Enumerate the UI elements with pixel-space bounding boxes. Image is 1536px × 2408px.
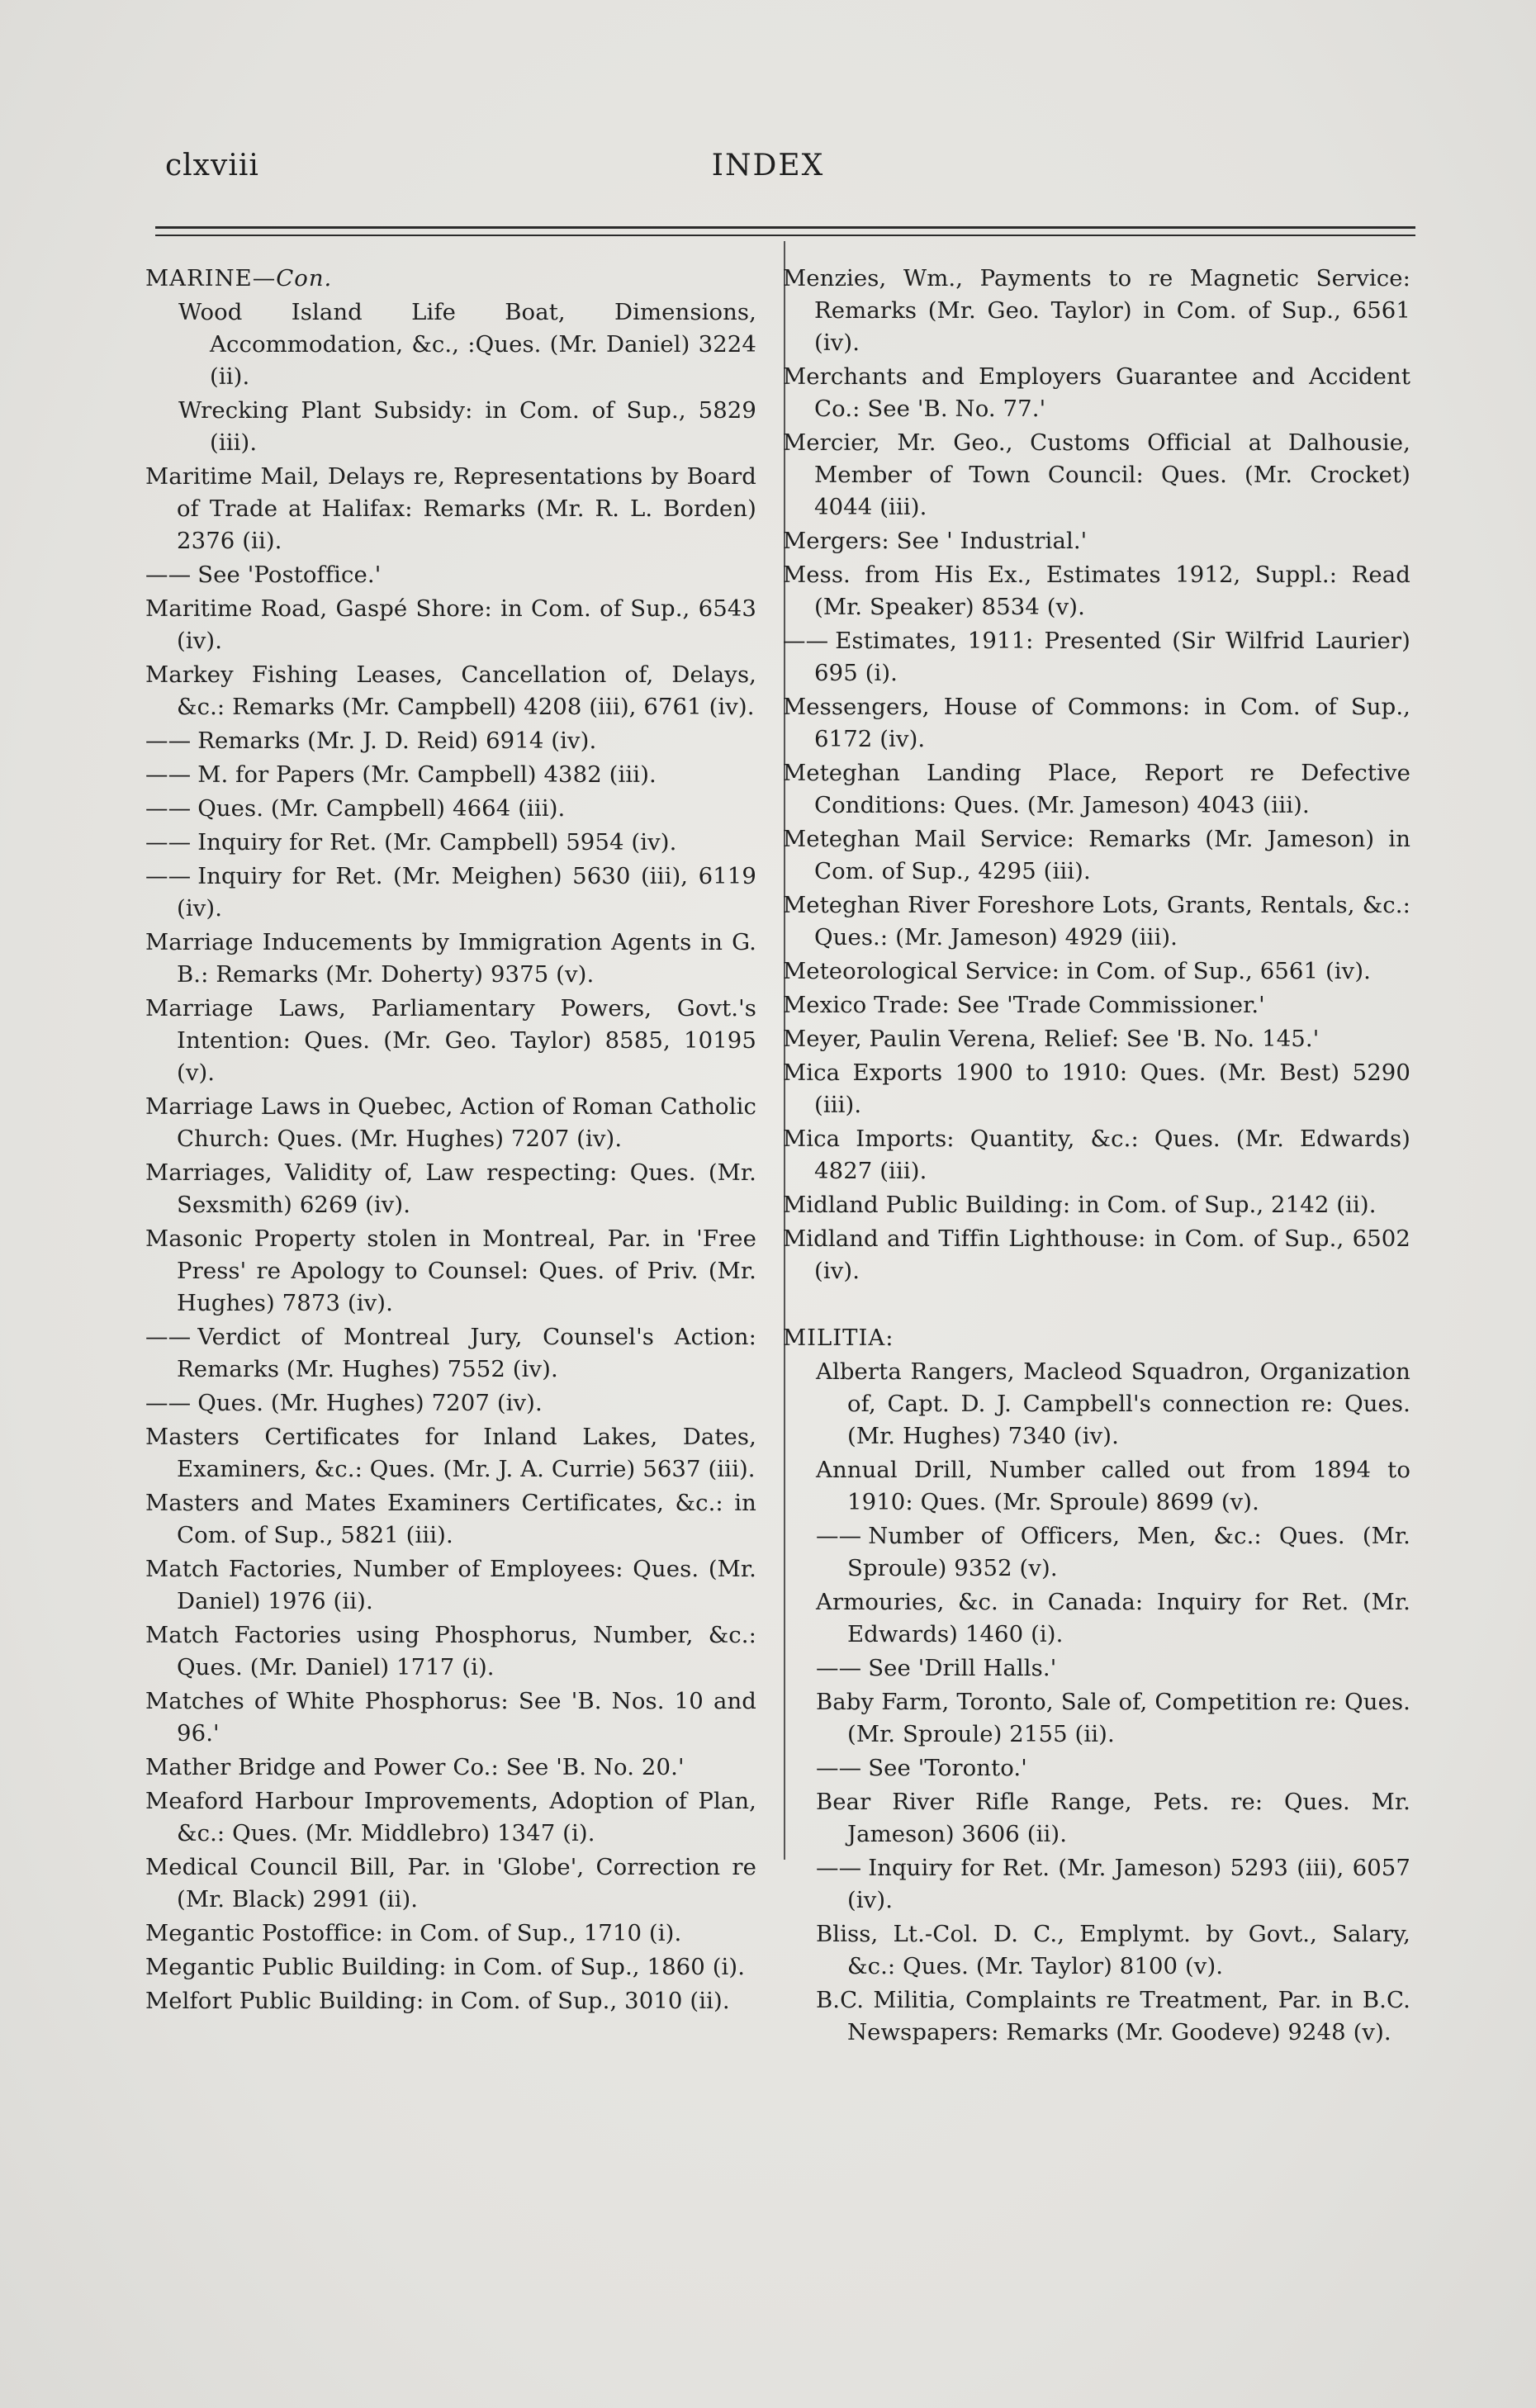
- index-entry: [145, 827, 756, 859]
- ditto-dash: ——: [816, 1755, 862, 1781]
- index-entry-text: Megantic Postoffice: in Com. of Sup., 1710 (i).: [145, 1920, 682, 1946]
- index-entry: [178, 296, 756, 393]
- index-entry-text: Meteorological Service: in Com. of Sup., 6561 (iv).: [783, 958, 1371, 984]
- index-entry-text: Match Factories, Number of Employees: Ques. (Mr. Daniel) 1976 (ii).: [145, 1556, 756, 1614]
- page-title: INDEX: [711, 149, 825, 182]
- index-entry-text: B.C. Militia, Complaints re Treatment, Par. in B.C. Newspapers: Remarks (Mr. Goodeve) 9248 (v).: [816, 1987, 1410, 2045]
- index-entry: [783, 1023, 1410, 1055]
- index-entry-text: Annual Drill, Number called out from 1894 to 1910: Ques. (Mr. Sproule) 8699 (v).: [816, 1457, 1410, 1515]
- index-entry: [816, 1454, 1410, 1519]
- index-entry: [145, 793, 756, 825]
- index-entry-text: Meyer, Paulin Verena, Relief: See 'B. No. 145.': [783, 1026, 1320, 1052]
- index-entry: [145, 1985, 756, 2017]
- index-entry: [145, 1685, 756, 1750]
- index-entry-text: See 'Toronto.': [868, 1755, 1027, 1781]
- index-entry: [783, 989, 1410, 1022]
- index-entry-text: Meteghan Mail Service: Remarks (Mr. Jameson) in Com. of Sup., 4295 (iii).: [783, 826, 1410, 884]
- index-entry-text: Mica Exports 1900 to 1910: Ques. (Mr. Best) 5290 (iii).: [783, 1059, 1410, 1118]
- index-entry: [783, 691, 1410, 756]
- index-entry-text: Meaford Harbour Improvements, Adoption of Plan, &c.: Ques. (Mr. Middlebro) 1347 (i).: [145, 1788, 756, 1846]
- ditto-dash: ——: [816, 1523, 862, 1549]
- index-entry-text: Wrecking Plant Subsidy: in Com. of Sup., 5829 (iii).: [178, 397, 756, 456]
- index-entry: [783, 1123, 1410, 1187]
- index-entry-text: Marriage Laws, Parliamentary Powers, Govt.'s Intention: Ques. (Mr. Geo. Taylor) 8585, 10195 (v).: [145, 995, 756, 1086]
- index-entry-text: See 'Postoffice.': [197, 562, 382, 588]
- index-entry: [145, 927, 756, 991]
- index-entry-text: Remarks (Mr. J. D. Reid) 6914 (iv).: [197, 728, 597, 754]
- index-entry: [145, 1487, 756, 1552]
- left-column: [145, 263, 756, 2017]
- ditto-dash: ——: [145, 761, 192, 788]
- ditto-dash: ——: [145, 562, 192, 588]
- index-entry: [783, 559, 1410, 623]
- index-entry: [145, 1619, 756, 1684]
- index-entry: [145, 725, 756, 757]
- section-heading: [783, 1322, 1410, 1354]
- index-entry: [145, 1553, 756, 1618]
- ditto-dash: ——: [145, 728, 192, 754]
- index-entry-text: Alberta Rangers, Macleod Squadron, Organization of, Capt. D. J. Campbell's connection re: Ques. (Mr. Hughes) 7340 (iv).: [816, 1358, 1410, 1449]
- index-entry: [783, 1189, 1410, 1221]
- index-entry-text: Messengers, House of Commons: in Com. of Sup., 6172 (iv).: [783, 694, 1410, 752]
- index-entry-text: Ques. (Mr. Campbell) 4664 (iii).: [197, 795, 566, 822]
- index-entry-text: Marriages, Validity of, Law respecting: Ques. (Mr. Sexsmith) 6269 (iv).: [145, 1159, 756, 1218]
- index-entry: [816, 1652, 1410, 1685]
- index-entry-text: Armouries, &c. in Canada: Inquiry for Ret. (Mr. Edwards) 1460 (i).: [816, 1589, 1410, 1647]
- index-entry: [145, 659, 756, 723]
- index-entry: [145, 593, 756, 657]
- index-entry: [145, 559, 756, 591]
- ditto-dash: ——: [783, 628, 829, 654]
- index-entry: [816, 1752, 1410, 1785]
- index-entry: [816, 1984, 1410, 2049]
- index-entry-text: Baby Farm, Toronto, Sale of, Competition re: Ques. (Mr. Sproule) 2155 (ii).: [816, 1689, 1410, 1747]
- ditto-dash: ——: [145, 829, 192, 856]
- right-column: [783, 263, 1410, 2049]
- ditto-dash: ——: [145, 795, 192, 822]
- index-entry-text: M. for Papers (Mr. Campbell) 4382 (iii).: [197, 761, 657, 788]
- index-entry-text: Inquiry for Ret. (Mr. Jameson) 5293 (iii), 6057 (iv).: [847, 1855, 1410, 1913]
- index-entry: [145, 1951, 756, 1984]
- index-entry-text: Masters Certificates for Inland Lakes, Dates, Examiners, &c.: Ques. (Mr. J. A. Currie) 5637 (iii).: [145, 1424, 756, 1482]
- index-entry-text: Number of Officers, Men, &c.: Ques. (Mr. Sproule) 9352 (v).: [847, 1523, 1410, 1581]
- index-entry: [783, 823, 1410, 888]
- index-entry: [145, 1321, 756, 1386]
- index-entry: [145, 461, 756, 557]
- index-entry-text: Mica Imports: Quantity, &c.: Ques. (Mr. Edwards) 4827 (iii).: [783, 1126, 1410, 1184]
- page-number: clxviii: [165, 149, 259, 182]
- ditto-dash: ——: [145, 1324, 192, 1350]
- index-entry: [145, 860, 756, 925]
- section-heading-text: MARINE—: [145, 265, 277, 292]
- index-entry: [145, 1091, 756, 1155]
- index-entry: [145, 1387, 756, 1420]
- index-entry-text: Mexico Trade: See 'Trade Commissioner.': [783, 992, 1265, 1018]
- index-entry: [145, 1223, 756, 1320]
- index-entry-text: Estimates, 1911: Presented (Sir Wilfrid Laurier) 695 (i).: [814, 628, 1410, 686]
- index-entry: [816, 1918, 1410, 1983]
- index-entry-text: Maritime Mail, Delays re, Representations by Board of Trade at Halifax: Remarks (Mr. R. L. Borden) 2376 (ii).: [145, 463, 756, 554]
- ditto-dash: ——: [816, 1855, 862, 1881]
- index-entry-text: Ques. (Mr. Hughes) 7207 (iv).: [197, 1390, 543, 1416]
- index-entry-text: Mergers: See ' Industrial.': [783, 528, 1088, 554]
- index-entry: [816, 1356, 1410, 1453]
- index-entry-text: Midland and Tiffin Lighthouse: in Com. of Sup., 6502 (iv).: [783, 1225, 1410, 1284]
- index-entry-text: Match Factories using Phosphorus, Number, &c.: Ques. (Mr. Daniel) 1717 (i).: [145, 1622, 756, 1680]
- ditto-dash: ——: [145, 1390, 192, 1416]
- header-rule-bottom: [155, 235, 1415, 236]
- index-entry: [783, 1057, 1410, 1121]
- index-entry: [145, 759, 756, 791]
- index-entry-text: Marriage Inducements by Immigration Agents in G. B.: Remarks (Mr. Doherty) 9375 (v).: [145, 929, 756, 988]
- ditto-dash: ——: [816, 1655, 862, 1681]
- index-entry-text: Matches of White Phosphorus: See 'B. Nos. 10 and 96.': [145, 1688, 756, 1747]
- index-entry-text: Maritime Road, Gaspé Shore: in Com. of Sup., 6543 (iv).: [145, 595, 756, 654]
- index-entry: [145, 1851, 756, 1916]
- index-entry: [816, 1786, 1410, 1851]
- index-entry: [145, 993, 756, 1089]
- index-entry-text: Menzies, Wm., Payments to re Magnetic Service: Remarks (Mr. Geo. Taylor) in Com. of Sup., 6561 (iv).: [783, 265, 1410, 356]
- section-heading-text: MILITIA:: [783, 1325, 894, 1351]
- index-entry: [783, 757, 1410, 822]
- index-entry: [783, 361, 1410, 425]
- index-entry-text: Inquiry for Ret. (Mr. Campbell) 5954 (iv).: [197, 829, 677, 856]
- index-entry: [145, 1917, 756, 1950]
- index-entry-text: Meteghan River Foreshore Lots, Grants, Rentals, &c.: Ques.: (Mr. Jameson) 4929 (iii).: [783, 892, 1410, 950]
- index-entry-text: Masters and Mates Examiners Certificates, &c.: in Com. of Sup., 5821 (iii).: [145, 1490, 756, 1548]
- index-entry-text: Meteghan Landing Place, Report re Defective Conditions: Ques. (Mr. Jameson) 4043 (iii).: [783, 760, 1410, 818]
- index-entry: [783, 427, 1410, 524]
- index-entry-text: Inquiry for Ret. (Mr. Meighen) 5630 (iii), 6119 (iv).: [177, 863, 756, 922]
- section-heading-continued: Con.: [276, 265, 333, 292]
- index-entry-text: Masonic Property stolen in Montreal, Par. in 'Free Press' re Apology to Counsel: Ques. of Priv. (Mr. Hughes) 7873 (iv).: [145, 1225, 756, 1316]
- ditto-dash: ——: [145, 863, 192, 889]
- index-entry-text: Mess. from His Ex., Estimates 1912, Suppl.: Read (Mr. Speaker) 8534 (v).: [783, 562, 1410, 620]
- index-entry: [178, 395, 756, 459]
- index-entry: [783, 525, 1410, 557]
- index-entry: [816, 1520, 1410, 1585]
- index-entry: [145, 1785, 756, 1850]
- section-heading: [145, 263, 756, 295]
- index-entry-text: Merchants and Employers Guarantee and Accident Co.: See 'B. No. 77.': [783, 363, 1410, 422]
- index-entry: [145, 1751, 756, 1784]
- index-entry: [783, 955, 1410, 988]
- index-entry-text: Bliss, Lt.-Col. D. C., Emplymt. by Govt., Salary, &c.: Ques. (Mr. Taylor) 8100 (v).: [816, 1921, 1410, 1979]
- index-entry-text: Verdict of Montreal Jury, Counsel's Action: Remarks (Mr. Hughes) 7552 (iv).: [177, 1324, 756, 1382]
- section-gap: [783, 1287, 1410, 1322]
- index-entry-text: See 'Drill Halls.': [868, 1655, 1057, 1681]
- index-entry-text: Mercier, Mr. Geo., Customs Official at Dalhousie, Member of Town Council: Ques. (Mr. Crocket) 4044 (iii).: [783, 429, 1410, 520]
- index-entry-text: Melfort Public Building: in Com. of Sup., 3010 (ii).: [145, 1988, 730, 2014]
- index-entry-text: Bear River Rifle Range, Pets. re: Ques. Mr. Jameson) 3606 (ii).: [816, 1789, 1410, 1847]
- index-entry-text: Midland Public Building: in Com. of Sup., 2142 (ii).: [783, 1192, 1377, 1218]
- index-entry-text: Mather Bridge and Power Co.: See 'B. No. 20.': [145, 1754, 685, 1780]
- header-rule-top: [155, 226, 1415, 229]
- index-entry: [783, 1223, 1410, 1287]
- index-entry: [816, 1852, 1410, 1917]
- index-entry: [816, 1686, 1410, 1751]
- index-entry: [145, 1421, 756, 1486]
- index-entry: [145, 1157, 756, 1221]
- index-entry: [783, 625, 1410, 690]
- index-entry: [783, 263, 1410, 359]
- index-entry-text: Wood Island Life Boat, Dimensions, Accommodation, &c., :Ques. (Mr. Daniel) 3224 (ii).: [178, 299, 756, 390]
- index-entry-text: Medical Council Bill, Par. in 'Globe', Correction re (Mr. Black) 2991 (ii).: [145, 1854, 756, 1913]
- index-entry-text: Marriage Laws in Quebec, Action of Roman Catholic Church: Ques. (Mr. Hughes) 7207 (iv).: [145, 1093, 756, 1152]
- index-entry-text: Megantic Public Building: in Com. of Sup., 1860 (i).: [145, 1954, 746, 1980]
- index-entry-text: Markey Fishing Leases, Cancellation of, Delays, &c.: Remarks (Mr. Campbell) 4208 (iii), 6761 (iv).: [145, 661, 756, 720]
- index-entry: [816, 1586, 1410, 1651]
- index-entry: [783, 889, 1410, 954]
